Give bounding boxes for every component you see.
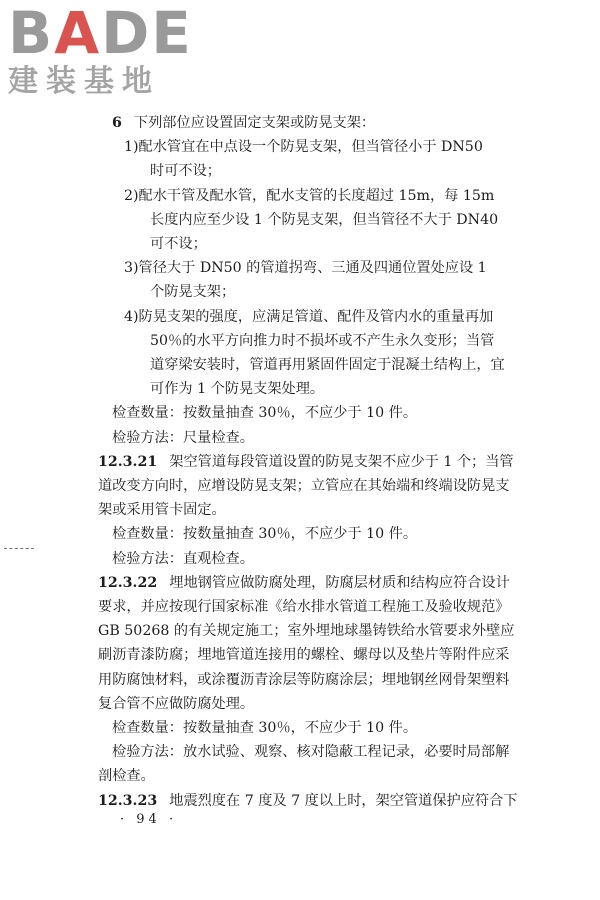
item6-check-method: 检验方法：尺量检查。 xyxy=(112,429,254,446)
item6-p3-line: 3)管径大于 DN50 的管道拐弯、三通及四通位置处应设 1 xyxy=(124,260,487,277)
clause-number: 12.3.21 xyxy=(98,453,158,470)
item6-p4-line: 50％的水平方向推力时不损坏或不产生永久变形；当管 xyxy=(150,332,495,349)
clause-12-3-21-line: 道改变方向时，应增设防晃支架；立管应在其始端和终端设防晃支 xyxy=(98,478,510,495)
clause-12-3-22-check-quantity: 检查数量：按数量抽查 30％，不应少于 10 件。 xyxy=(112,720,418,737)
item6-p4-line: 道穿梁安装时，管道再用紧固件固定于混凝土结构上，宜 xyxy=(150,357,505,374)
logo-wordmark xyxy=(8,0,208,67)
clause-12-3-21-line: 架或采用管卡固定。 xyxy=(98,502,226,519)
logo-letters-de: DE xyxy=(101,0,193,67)
logo-subtitle: 建装基地 xyxy=(8,64,160,99)
clause-text: 地震烈度在 7 度及 7 度以上时，架空管道保护应符合下 xyxy=(169,792,518,809)
clause-12-3-22-line: 刷沥青漆防腐；埋地管道连接用的螺栓、螺母以及垫片等附件应采 xyxy=(98,647,510,664)
item6-text: 下列部位应设置固定支架或防晃支架： xyxy=(133,115,376,131)
clause-12-3-21-check-quantity: 检查数量：按数量抽查 30％，不应少于 10 件。 xyxy=(112,526,418,543)
clause-number: 12.3.23 xyxy=(98,792,158,809)
logo-letter-a: A xyxy=(54,0,102,67)
bade-logo xyxy=(8,0,208,100)
item6-p2-line: 2)配水干管及配水管，配水支管的长度超过 15m，每 15m xyxy=(124,187,495,204)
clause-12-3-21-check-method: 检验方法：直观检查。 xyxy=(112,550,254,567)
item6-p2-line: 可不设； xyxy=(150,236,207,253)
page-number: · 94 · xyxy=(120,812,178,827)
clause-12-3-23-line1 xyxy=(98,789,526,813)
clause-12-3-22-check-method-cont: 剖检查。 xyxy=(98,768,155,785)
item6-p4-line: 4)防晃支架的强度，应满足管道、配件及管内水的重量再加 xyxy=(124,308,494,325)
clause-number: 12.3.22 xyxy=(98,574,158,591)
item6-p4-line: 可作为 1 个防晃支架处理。 xyxy=(150,381,325,398)
item6-p2-line: 长度内应至少设 1 个防晃支架，但当管径不大于 DN40 xyxy=(150,211,499,228)
clause-12-3-22-line: 用防腐蚀材料，或涂覆沥青涂层等防腐涂层；埋地钢丝网骨架塑料 xyxy=(98,671,510,688)
clause-12-3-22-check-method: 检验方法：放水试验、观察、核对隐蔽工程记录，必要时局部解 xyxy=(112,744,510,761)
clause-12-3-22-line: GB 50268 的有关规定施工；室外埋地球墨铸铁给水管要求外壁应 xyxy=(98,623,515,640)
clause-12-3-21-line1 xyxy=(98,450,526,474)
item6-p1-line: 1)配水管宜在中点设一个防晃支架，但当管径小于 DN50 xyxy=(124,139,483,156)
item6-p1-line: 时可不设； xyxy=(150,163,221,180)
item6-heading xyxy=(98,111,526,135)
item6-number: 6 xyxy=(112,115,122,131)
item6-check-quantity: 检查数量：按数量抽查 30％，不应少于 10 件。 xyxy=(112,405,418,422)
item6-p3-line: 个防晃支架； xyxy=(150,284,236,301)
margin-mark xyxy=(4,548,34,551)
clause-12-3-22-line: 复合管不应做防腐处理。 xyxy=(98,695,255,712)
clause-12-3-22-line: 要求，并应按现行国家标准《给水排水管道工程施工及验收规范》 xyxy=(98,599,510,616)
clause-text: 架空管道每段管道设置的防晃支架不应少于 1 个；当管 xyxy=(169,453,514,470)
clause-text: 埋地钢管应做防腐处理，防腐层材质和结构应符合设计 xyxy=(169,574,510,591)
logo-letter-b: B xyxy=(8,0,55,67)
clause-12-3-22-line1 xyxy=(98,571,526,595)
document-body xyxy=(98,111,526,813)
